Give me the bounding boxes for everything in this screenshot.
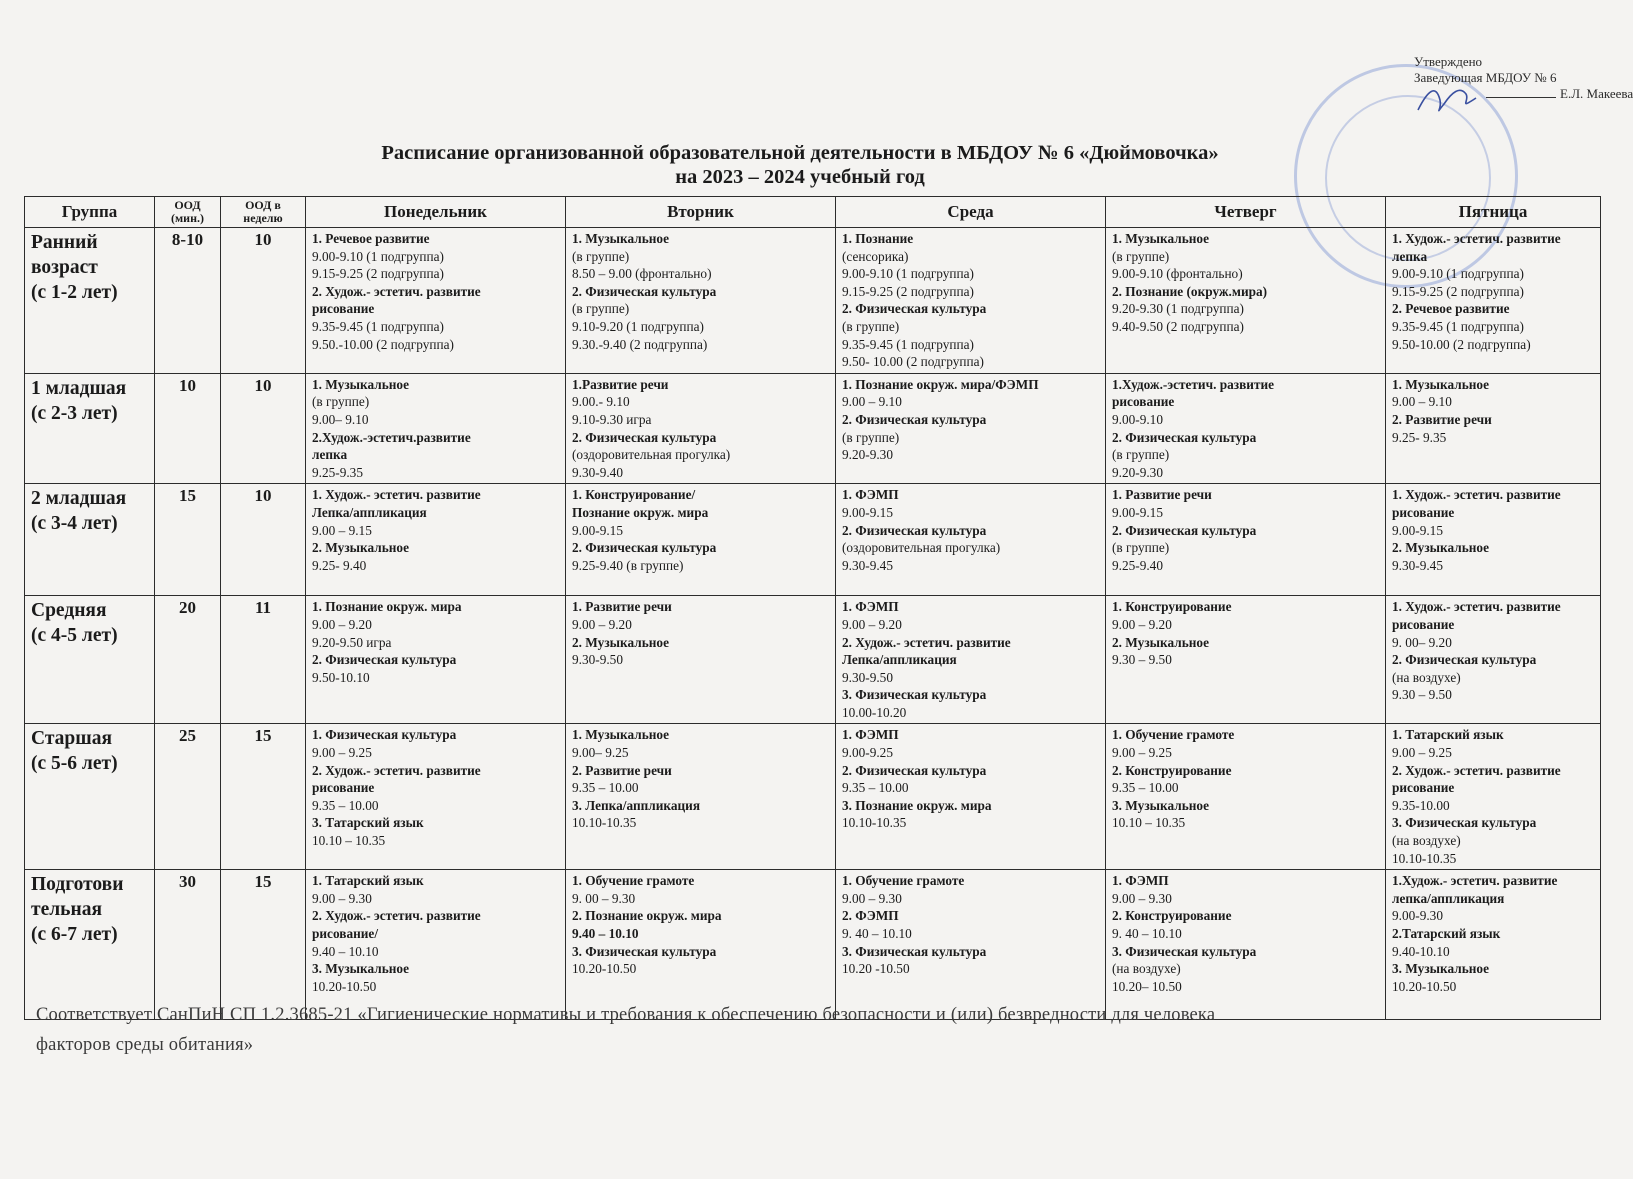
activity-time: 9.40 – 10.10 xyxy=(312,943,379,959)
activity-time: 9.00 – 9.30 xyxy=(312,890,372,906)
compliance-note-line-1: Соответствует СанПиН СП 1.2.3685-21 «Гигиенические нормативы и требования к обеспечению безопасности и (или) безвредности для человека xyxy=(36,1005,1216,1025)
activity-time: 9.00 – 9.10 xyxy=(1392,394,1452,410)
activity-name: 2. Музыкальное xyxy=(572,634,669,650)
ood-minutes-cell: 20 xyxy=(155,596,221,724)
group-name-line: (с 3-4 лет) xyxy=(31,513,118,535)
schedule-cell-thu xyxy=(1106,228,1386,374)
activity-time: 9.00 – 9.20 xyxy=(572,616,632,632)
group-name-line: Старшая xyxy=(31,728,112,750)
activity-name: 2. Физическая культура xyxy=(572,540,717,556)
activity-name: 3. Физическая культура xyxy=(1112,943,1257,959)
activity-time: 10.10-10.35 xyxy=(572,815,637,831)
activity-name: рисование/ xyxy=(312,926,379,941)
activity-name: 2. Музыкальное xyxy=(1112,634,1209,650)
activity-time: 9.30-9.45 xyxy=(1392,557,1443,573)
activity-name: Лепка/аппликация xyxy=(312,504,427,520)
activity-time: 9.35-9.45 (1 подгруппа) xyxy=(312,318,444,334)
activity-time: 9. 00– 9.20 xyxy=(1392,634,1452,650)
activity-time: 10.20-10.50 xyxy=(1392,978,1457,994)
activity-time: 9.30 – 9.50 xyxy=(1392,687,1452,703)
activity-time: 9.00-9.10 xyxy=(1112,411,1163,427)
activity-time: (в группе) xyxy=(312,394,370,410)
activity-time: (в группе) xyxy=(1112,540,1170,556)
activity-name: 1. Музыкальное xyxy=(1112,231,1209,246)
activity-time: 9.00 – 9.25 xyxy=(312,745,372,761)
activity-time: 9.00– 9.25 xyxy=(572,745,629,761)
activity-name: 1. Обучение грамоте xyxy=(572,873,695,889)
activity-name: рисование xyxy=(312,780,375,796)
ood-minutes-cell: 8-10 xyxy=(155,228,221,374)
activity-name: 2. Физическая культура xyxy=(1112,522,1257,538)
activity-time: 10.20-10.50 xyxy=(312,978,377,994)
header-group: Группа xyxy=(25,197,155,228)
activity-name: 2. Познание окруж. мира xyxy=(572,908,722,924)
activity-name: рисование xyxy=(312,301,375,317)
activity-name: 2. Физическая культура xyxy=(842,301,987,317)
schedule-cell-tue xyxy=(566,484,836,596)
activity-time: 9.00 – 9.25 xyxy=(1392,745,1452,761)
activity-time: (на воздухе) xyxy=(1392,669,1461,685)
schedule-cell-fri xyxy=(1386,870,1601,1020)
ood-per-week-cell: 10 xyxy=(221,228,306,374)
schedule-cell-wed xyxy=(836,596,1106,724)
activity-time: 9.00 – 9.10 xyxy=(842,394,902,410)
activity-time: 9.10-9.20 (1 подгруппа) xyxy=(572,318,704,334)
activity-name: 2. Физическая культура xyxy=(842,762,987,778)
activity-time: 9.20-9.50 игра xyxy=(312,634,392,650)
activity-name: 2. Физическая культура xyxy=(1112,429,1257,445)
activity-name: 1.Худож.-эстетич. развитие xyxy=(1112,376,1275,392)
activity-name: 2. Развитие речи xyxy=(1392,411,1492,427)
activity-name: 3. Лепка/аппликация xyxy=(572,797,701,813)
activity-time: 10.20-10.50 xyxy=(572,961,637,977)
activity-name: 3. Музыкальное xyxy=(1392,961,1489,977)
activity-name: 2. Развитие речи xyxy=(572,762,672,778)
activity-name: 1. Худож.- эстетич. развитие xyxy=(1392,599,1561,615)
activity-time: 9.00-9.15 xyxy=(1392,522,1443,538)
activity-time: 9.00-9.10 (1 подгруппа) xyxy=(842,266,974,282)
group-name-line: (с 5-6 лет) xyxy=(31,753,118,775)
activity-time: 9. 40 – 10.10 xyxy=(1112,926,1182,941)
group-name-line: (с 1-2 лет) xyxy=(31,282,118,303)
activity-name: 2. Худож.- эстетич. развитие xyxy=(312,283,481,299)
activity-time: 9.35 – 10.00 xyxy=(1112,780,1179,796)
activity-time: (на воздухе) xyxy=(1112,961,1181,977)
schedule-cell-thu xyxy=(1106,484,1386,596)
activity-name: 1.Развитие речи xyxy=(572,376,669,392)
activity-name: 1. Развитие речи xyxy=(572,599,672,615)
header-tuesday: Вторник xyxy=(566,197,836,228)
activity-time: (в группе) xyxy=(1112,248,1170,264)
activity-name: 1.Худож.- эстетич. развитие xyxy=(1392,873,1558,889)
group-name-line: Средняя xyxy=(31,600,107,622)
activity-time: 9.00-9.10 (1 подгруппа) xyxy=(1392,266,1524,282)
activity-name: 2. Физическая культура xyxy=(842,411,987,427)
activity-name: лепка xyxy=(312,447,348,463)
activity-name: 3. Физическая культура xyxy=(1392,815,1537,831)
activity-time: 9.00.- 9.10 xyxy=(572,394,630,410)
activity-time: 9. 00 – 9.30 xyxy=(572,890,636,906)
activity-time: 9.20-9.30 (1 подгруппа) xyxy=(1112,301,1244,317)
schedule-cell-tue xyxy=(566,373,836,484)
schedule-cell-mon xyxy=(306,484,566,596)
activity-time: (оздоровительная прогулка) xyxy=(842,540,1001,556)
activity-name: 1. Музыкальное xyxy=(312,376,409,392)
group-name-cell xyxy=(25,228,155,374)
activity-name: 2. Физическая культура xyxy=(842,522,987,538)
activity-time: 9.00-9.15 xyxy=(1112,504,1163,520)
activity-name: 2. Худож.- эстетич. развитие xyxy=(312,762,481,778)
activity-time: 9.00 – 9.20 xyxy=(312,616,372,632)
schedule-cell-wed xyxy=(836,870,1106,1020)
table-row xyxy=(25,484,1601,596)
activity-time: (сенсорика) xyxy=(842,248,909,264)
group-name-cell xyxy=(25,373,155,484)
activity-name: 1. Худож.- эстетич. развитие xyxy=(1392,231,1561,246)
activity-name: 1. Музыкальное xyxy=(572,231,669,246)
activity-time: 9.40-9.50 (2 подгруппа) xyxy=(1112,318,1244,334)
ood-per-week-cell: 11 xyxy=(221,596,306,724)
approval-block xyxy=(1414,54,1633,102)
schedule-cell-wed xyxy=(836,484,1106,596)
activity-time: (в группе) xyxy=(1112,447,1170,463)
schedule-cell-tue xyxy=(566,596,836,724)
schedule-cell-mon xyxy=(306,228,566,374)
activity-time: 10.20 -10.50 xyxy=(842,961,910,977)
activity-time: 9.40-10.10 xyxy=(1392,943,1450,959)
activity-time: 9.30-9.50 xyxy=(572,652,623,668)
activity-time: 9.30-9.40 xyxy=(572,464,623,480)
activity-name: 2. Физическая культура xyxy=(1392,652,1537,668)
schedule-cell-mon xyxy=(306,373,566,484)
activity-time: 9.00 – 9.15 xyxy=(312,522,372,538)
activity-time: 9.00-9.10 (фронтально) xyxy=(1112,266,1243,282)
header-ood-min: ООД (мин.) xyxy=(155,197,221,228)
approval-line-2: Заведующая МБДОУ № 6 xyxy=(1414,70,1557,85)
activity-time: 9.35 – 10.00 xyxy=(842,780,909,796)
activity-time: 9.00-9.15 xyxy=(572,522,623,538)
activity-time: 10.20– 10.50 xyxy=(1112,978,1182,994)
activity-name: рисование xyxy=(1392,780,1455,796)
activity-name: 3. Татарский язык xyxy=(312,815,424,831)
activity-name: 1. Худож.- эстетич. развитие xyxy=(312,487,481,503)
table-row xyxy=(25,870,1601,1020)
schedule-cell-fri xyxy=(1386,373,1601,484)
activity-name: 1. Физическая культура xyxy=(312,727,457,743)
group-name-line: 1 младшая xyxy=(31,377,127,399)
activity-name: 2. Худож.- эстетич. развитие xyxy=(1392,762,1561,778)
schedule-cell-thu xyxy=(1106,870,1386,1020)
table-row xyxy=(25,373,1601,484)
activity-name: лепка/аппликация xyxy=(1392,890,1505,906)
ood-minutes-cell: 30 xyxy=(155,870,221,1020)
activity-time: 9.30-9.50 xyxy=(842,669,893,685)
activity-name: 1. Обучение грамоте xyxy=(842,873,965,889)
schedule-cell-fri xyxy=(1386,724,1601,870)
activity-time: 9.15-9.25 (2 подгруппа) xyxy=(312,266,444,282)
activity-time: (в группе) xyxy=(572,301,630,317)
activity-time: 9.10-9.30 игра xyxy=(572,411,652,427)
group-name-line: Ранний xyxy=(31,232,98,253)
activity-name: 2. Худож.- эстетич. развитие xyxy=(842,634,1011,650)
group-name-line: (с 4-5 лет) xyxy=(31,625,118,647)
activity-time: 9.20-9.30 xyxy=(842,447,893,463)
header-monday: Понедельник xyxy=(306,197,566,228)
approval-signature-line xyxy=(1486,86,1633,102)
group-name-line: 2 младшая xyxy=(31,488,127,510)
activity-name: 2. Физическая культура xyxy=(572,283,717,299)
activity-name: 3. Музыкальное xyxy=(1112,797,1209,813)
schedule-cell-fri xyxy=(1386,596,1601,724)
activity-time: 10.00-10.20 xyxy=(842,704,907,720)
compliance-note-line-2: факторов среды обитания» xyxy=(36,1035,254,1055)
document-title: Расписание организованной образовательной деятельности в МБДОУ № 6 «Дюймовочка» xyxy=(381,142,1219,164)
activity-time: 9.30 – 9.50 xyxy=(1112,652,1172,668)
activity-time: 9.15-9.25 (2 подгруппа) xyxy=(842,283,974,299)
schedule-cell-tue xyxy=(566,228,836,374)
activity-time: 9.00 – 9.30 xyxy=(1112,890,1172,906)
activity-time: 10.10 – 10.35 xyxy=(312,833,386,849)
activity-name: 1. ФЭМП xyxy=(842,727,899,743)
activity-time: 9.35-9.45 (1 подгруппа) xyxy=(842,336,974,352)
activity-name: 1. ФЭМП xyxy=(842,487,899,503)
approval-line-3: Е.Л. Макеева xyxy=(1560,86,1633,101)
activity-time: 9.00 – 9.20 xyxy=(1112,616,1172,632)
activity-time: 9.50-10.00 (2 подгруппа) xyxy=(1392,336,1531,352)
table-header-row xyxy=(25,197,1601,228)
activity-name: 2. ФЭМП xyxy=(842,908,899,924)
group-name-line: Подготови xyxy=(31,874,124,896)
ood-minutes-cell: 10 xyxy=(155,373,221,484)
activity-time: 9.00 – 9.20 xyxy=(842,616,902,632)
activity-time: 10.10 – 10.35 xyxy=(1112,815,1186,831)
activity-name: рисование xyxy=(1392,504,1455,520)
schedule-cell-tue xyxy=(566,724,836,870)
activity-time: 9.25- 9.35 xyxy=(1392,429,1447,445)
ood-minutes-cell: 15 xyxy=(155,484,221,596)
activity-time: 9.35 – 10.00 xyxy=(572,780,639,796)
header-thursday: Четверг xyxy=(1106,197,1386,228)
activity-name: Познание окруж. мира xyxy=(572,504,709,520)
activity-name: 1. Музыкальное xyxy=(1392,376,1489,392)
activity-name: 2. Физическая культура xyxy=(312,652,457,668)
group-name-line: (с 2-3 лет) xyxy=(31,402,118,424)
activity-time: 9.00-9.15 xyxy=(842,504,893,520)
activity-name: 1. Познание xyxy=(842,231,914,246)
group-name-line: тельная xyxy=(31,899,103,921)
activity-name: 1. Конструирование xyxy=(1112,599,1232,615)
activity-time: 9.00 – 9.25 xyxy=(1112,745,1172,761)
activity-time: 9.35-10.00 xyxy=(1392,797,1450,813)
activity-time: 10.10-10.35 xyxy=(842,815,907,831)
activity-name: 1. Музыкальное xyxy=(572,727,669,743)
schedule-cell-mon xyxy=(306,724,566,870)
activity-name: 1. Развитие речи xyxy=(1112,487,1212,503)
schedule-table xyxy=(24,196,1601,1020)
table-row xyxy=(25,228,1601,374)
compliance-note xyxy=(36,1000,1600,1060)
group-name-cell xyxy=(25,724,155,870)
activity-time: 9.25-9.40 xyxy=(1112,557,1163,573)
schedule-cell-tue xyxy=(566,870,836,1020)
group-name-cell xyxy=(25,870,155,1020)
activity-time: 9. 40 – 10.10 xyxy=(842,926,912,941)
group-name-cell xyxy=(25,596,155,724)
table-row xyxy=(25,724,1601,870)
activity-time: (в группе) xyxy=(572,248,630,264)
table-row xyxy=(25,596,1601,724)
activity-time: (в группе) xyxy=(842,429,900,445)
activity-name: 1. Худож.- эстетич. развитие xyxy=(1392,487,1561,503)
activity-name: лепка xyxy=(1392,248,1428,264)
group-name-line: (с 6-7 лет) xyxy=(31,924,118,946)
schedule-cell-thu xyxy=(1106,373,1386,484)
ood-minutes-cell: 25 xyxy=(155,724,221,870)
activity-name: 2. Музыкальное xyxy=(1392,540,1489,556)
ood-per-week-cell: 10 xyxy=(221,373,306,484)
activity-time: 9.00– 9.10 xyxy=(312,411,369,427)
activity-time: 9.00-9.10 (1 подгруппа) xyxy=(312,248,444,264)
activity-name: 2. Физическая культура xyxy=(572,429,717,445)
schedule-cell-wed xyxy=(836,373,1106,484)
schedule-cell-wed xyxy=(836,724,1106,870)
activity-name: 1. Конструирование/ xyxy=(572,487,696,503)
activity-time: 9.20-9.30 xyxy=(1112,464,1163,480)
activity-name: 2. Худож.- эстетич. развитие xyxy=(312,908,481,924)
document-subtitle: на 2023 – 2024 учебный год xyxy=(675,166,925,188)
activity-name: 1. Обучение грамоте xyxy=(1112,727,1235,743)
activity-time: 9.00-9.25 xyxy=(842,745,893,761)
group-name-line: возраст xyxy=(31,257,98,278)
activity-name: 1. ФЭМП xyxy=(1112,873,1169,889)
activity-name: 2. Речевое развитие xyxy=(1392,301,1510,317)
activity-time: 10.10-10.35 xyxy=(1392,850,1457,866)
activity-time: 9.30.-9.40 (2 подгруппа) xyxy=(572,336,708,352)
activity-name: 2. Конструирование xyxy=(1112,762,1232,778)
activity-time: 9.25- 9.40 xyxy=(312,557,367,573)
ood-per-week-cell: 15 xyxy=(221,724,306,870)
header-friday: Пятница xyxy=(1386,197,1601,228)
activity-time: 9.50.-10.00 (2 подгруппа) xyxy=(312,336,454,352)
ood-per-week-cell: 15 xyxy=(221,870,306,1020)
activity-name: 2. Конструирование xyxy=(1112,908,1232,924)
activity-time: 9.25-9.40 (в группе) xyxy=(572,557,684,573)
activity-name: 1. Познание окруж. мира/ФЭМП xyxy=(842,376,1039,392)
approval-line-1: Утверждено xyxy=(1414,54,1483,69)
schedule-cell-mon xyxy=(306,596,566,724)
activity-time: 9.00-9.30 xyxy=(1392,908,1443,924)
activity-name: 9.40 – 10.10 xyxy=(572,926,639,941)
schedule-cell-wed xyxy=(836,228,1106,374)
schedule-cell-fri xyxy=(1386,228,1601,374)
activity-name: 2.Худож.-эстетич.развитие xyxy=(312,429,471,445)
activity-time: 9.00 – 9.30 xyxy=(842,890,902,906)
activity-name: рисование xyxy=(1112,394,1175,410)
activity-time: 9.50- 10.00 (2 подгруппа) xyxy=(842,354,984,370)
activity-name: Лепка/аппликация xyxy=(842,652,957,668)
activity-time: (оздоровительная прогулка) xyxy=(572,447,731,463)
activity-name: 2. Музыкальное xyxy=(312,540,409,556)
activity-time: (в группе) xyxy=(842,318,900,334)
activity-name: 1. ФЭМП xyxy=(842,599,899,615)
activity-time: 9.50-10.10 xyxy=(312,669,370,685)
activity-time: 8.50 – 9.00 (фронтально) xyxy=(572,266,712,282)
activity-time: 9.25-9.35 xyxy=(312,464,363,480)
activity-name: 3. Физическая культура xyxy=(842,943,987,959)
activity-time: 9.35-9.45 (1 подгруппа) xyxy=(1392,318,1524,334)
activity-name: 3. Музыкальное xyxy=(312,961,409,977)
activity-name: 1. Татарский язык xyxy=(312,873,424,889)
ood-per-week-cell: 10 xyxy=(221,484,306,596)
activity-name: 1. Татарский язык xyxy=(1392,727,1504,743)
activity-name: 2.Татарский язык xyxy=(1392,926,1501,941)
activity-name: 1. Познание окруж. мира xyxy=(312,599,462,615)
group-name-cell xyxy=(25,484,155,596)
schedule-cell-thu xyxy=(1106,596,1386,724)
activity-time: 9.15-9.25 (2 подгруппа) xyxy=(1392,283,1524,299)
schedule-cell-thu xyxy=(1106,724,1386,870)
schedule-cell-mon xyxy=(306,870,566,1020)
activity-name: 3. Физическая культура xyxy=(572,943,717,959)
activity-name: 3. Физическая культура xyxy=(842,687,987,703)
activity-time: 9.35 – 10.00 xyxy=(312,797,379,813)
header-wednesday: Среда xyxy=(836,197,1106,228)
activity-name: рисование xyxy=(1392,616,1455,632)
activity-name: 2. Познание (окруж.мира) xyxy=(1112,283,1268,299)
header-ood-week: ООД в неделю xyxy=(221,197,306,228)
activity-time: (на воздухе) xyxy=(1392,833,1461,849)
schedule-cell-fri xyxy=(1386,484,1601,596)
activity-time: 9.30-9.45 xyxy=(842,557,893,573)
activity-name: 1. Речевое развитие xyxy=(312,231,430,246)
activity-name: 3. Познание окруж. мира xyxy=(842,797,992,813)
